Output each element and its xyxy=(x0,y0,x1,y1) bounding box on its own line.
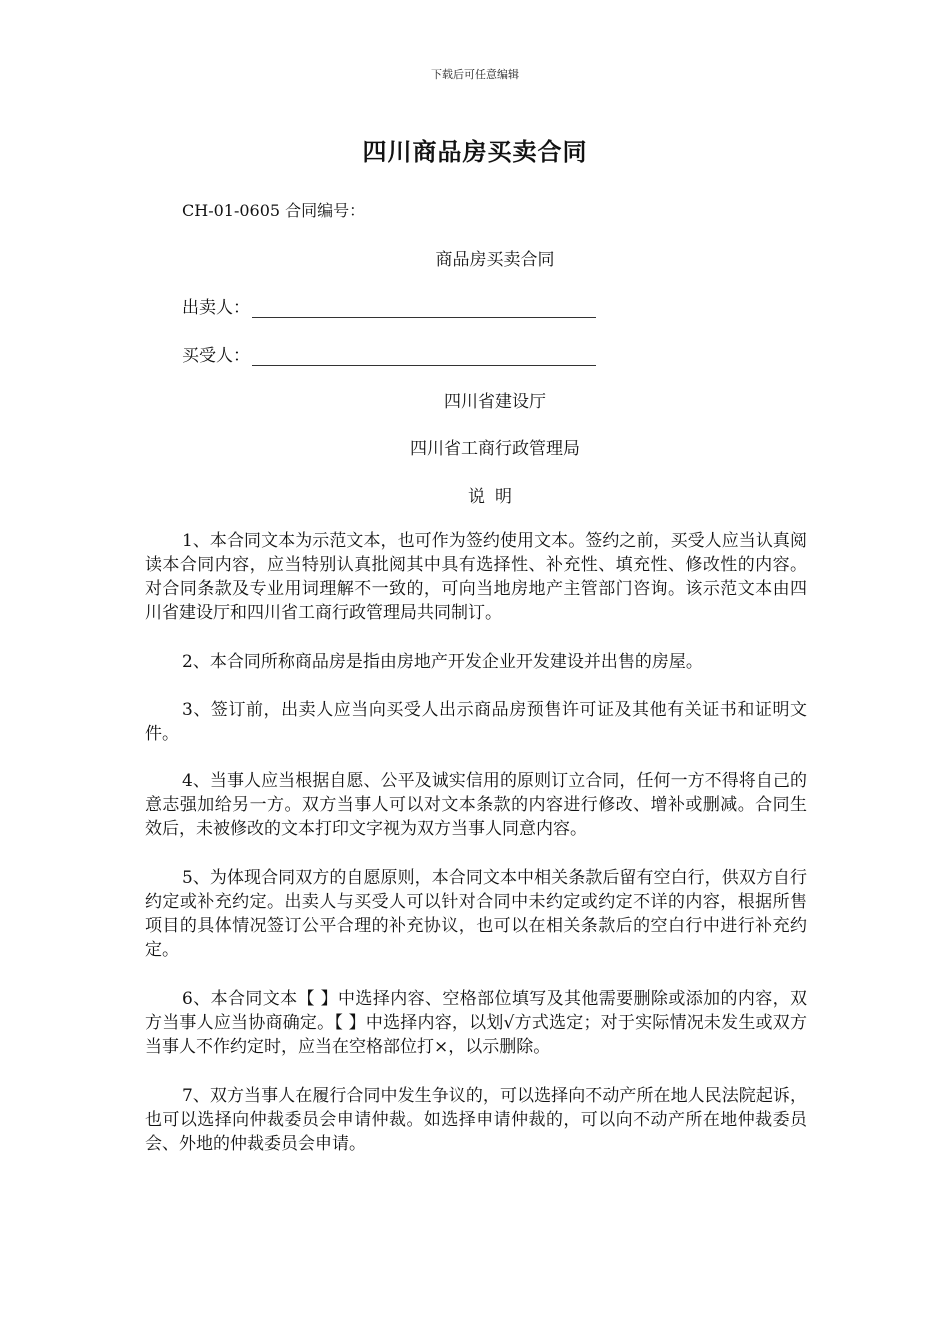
buyer-blank-line xyxy=(252,347,596,366)
buyer-row xyxy=(182,341,596,366)
note-paragraph-4: 4、当事人应当根据自愿、公平及诚实信用的原则订立合同，任何一方不得将自己的意志强加给另一方。双方当事人可以对文本条款的内容进行修改、增补或删减。合同生效后，未被修改的文本打印文字视为双方当事人同意内容。 xyxy=(145,771,807,839)
note-paragraph-5: 5、为体现合同双方的自愿原则，本合同文本中相关条款后留有空白行，供双方自行约定或补充约定。出卖人与买受人可以针对合同中未约定或约定不详的内容，根据所售项目的具体情况签订公平合理的补充协议，也可以在相关条款后的空白行中进行补充约定。 xyxy=(145,868,807,960)
note-paragraph-3: 3、签订前，出卖人应当向买受人出示商品房预售许可证及其他有关证书和证明文件。 xyxy=(145,700,807,744)
buyer-label: 买受人： xyxy=(182,346,250,366)
note-paragraph-6: 6、本合同文本【 】中选择内容、空格部位填写及其他需要删除或添加的内容，双方当事人应当协商确定。【 】中选择内容，以划√方式选定；对于实际情况未发生或双方当事人不作约定时，应当在空格部位打×，以示删除。 xyxy=(145,989,807,1057)
seller-blank-line xyxy=(252,299,596,318)
notes-heading: 说明 xyxy=(468,487,522,507)
contract-number: CH-01-0605 合同编号： xyxy=(182,201,366,220)
seller-row xyxy=(182,293,596,318)
issuer-construction-dept: 四川省建设厅 xyxy=(444,392,546,412)
note-paragraph-7: 7、双方当事人在履行合同中发生争议的，可以选择向不动产所在地人民法院起诉，也可以选择向仲裁委员会申请仲裁。如选择申请仲裁的，可以向不动产所在地仲裁委员会、外地的仲裁委员会申请。 xyxy=(145,1086,807,1154)
document-subtitle: 商品房买卖合同 xyxy=(435,250,555,270)
note-paragraph-2: 2、本合同所称商品房是指由房地产开发企业开发建设并出售的房屋。 xyxy=(182,652,703,672)
seller-label: 出卖人： xyxy=(182,298,250,318)
document-title: 四川商品房买卖合同 xyxy=(362,137,588,166)
note-paragraph-1: 1、本合同文本为示范文本，也可作为签约使用文本。签约之前，买受人应当认真阅读本合同内容，应当特别认真批阅其中具有选择性、补充性、填充性、修改性的内容。对合同条款及专业用词理解不一致的，可向当地房地产主管部门咨询。该示范文本由四川省建设厅和四川省工商行政管理局共同制订。 xyxy=(145,531,807,623)
header-note: 下载后可任意编辑 xyxy=(431,68,519,81)
issuer-commerce-bureau: 四川省工商行政管理局 xyxy=(410,439,580,459)
